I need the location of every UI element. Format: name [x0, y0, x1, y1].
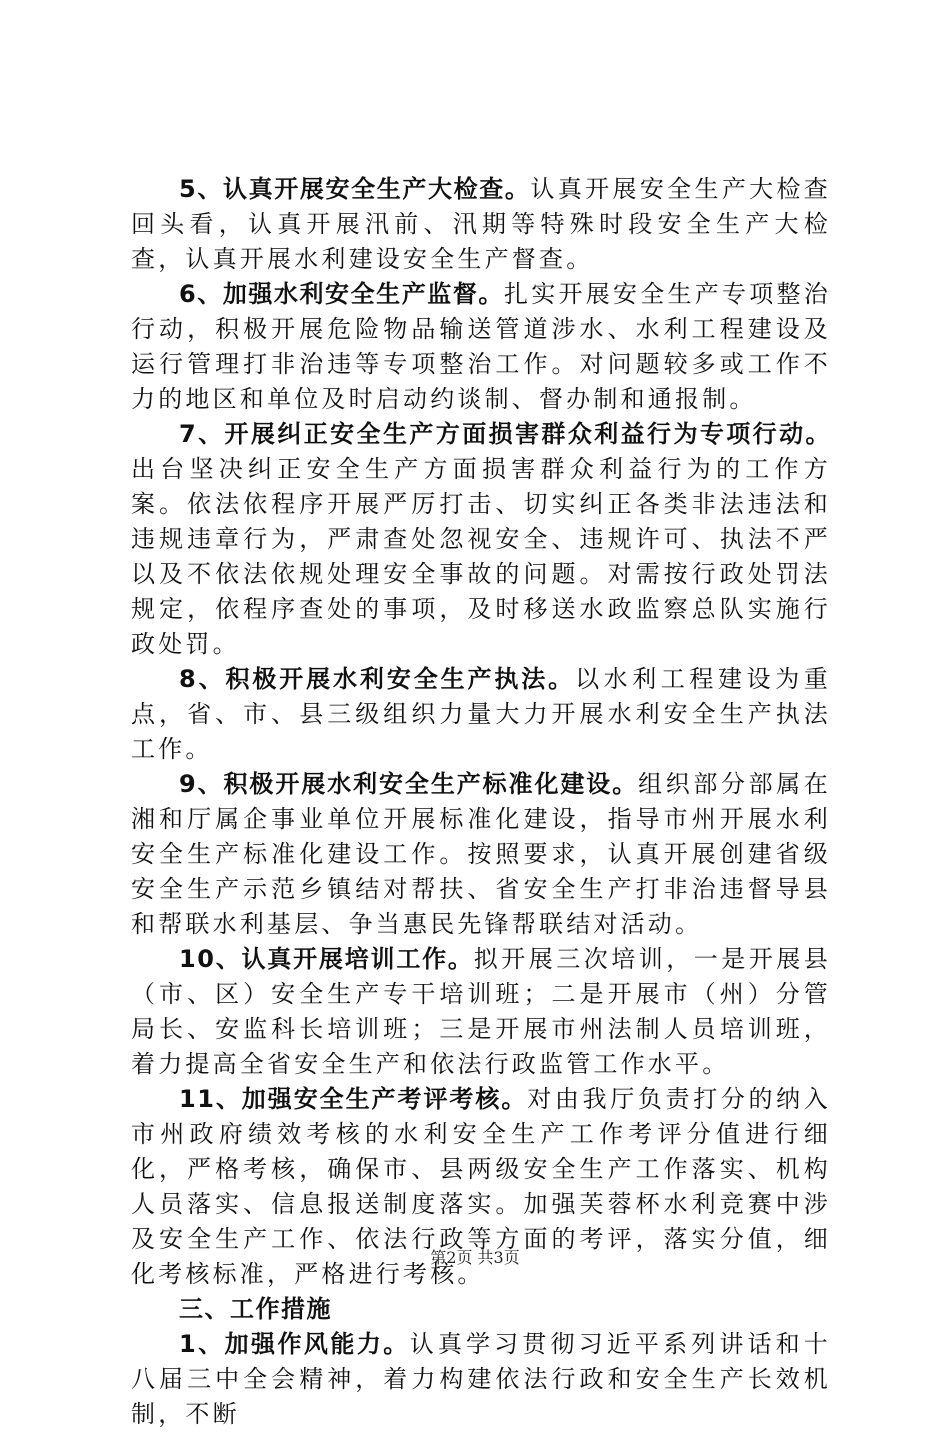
paragraph-body: 出台坚决纠正安全生产方面损害群众利益行为的工作方案。依法依程序开展严厉打击、切实纠正各类非法违法和违规违章行为，严肃查处忽视安全、违规许可、执法不严以及不依法依规处理安全事故的问题。对需按行政处罚法规定，依程序查处的事项，及时移送水政监察总队实施行政处罚。: [131, 455, 831, 658]
paragraph-lead: 7、开展纠正安全生产方面损害群众利益行为专项行动。: [179, 420, 831, 448]
paragraph-body: 对由我厅负责打分的纳入市州政府绩效考核的水利安全生产工作考评分值进行细化，严格考核，确保市、县两级安全生产工作落实、机构人员落实、信息报送制度落实。加强芙蓉杯水利竞赛中涉及安全生产工作、依法行政等方面的考评，落实分值，细化考核标准，严格进行考核。: [131, 1085, 831, 1288]
section-heading: 三、工作措施: [179, 1295, 332, 1323]
paragraph-item-5: [131, 172, 831, 277]
document-body: [131, 172, 831, 1432]
paragraph-body: 拟开展三次培训，一是开展县（市、区）安全生产专干培训班；二是开展市（州）分管局长、安监科长培训班；三是开展市州法制人员培训班，着力提高全省安全生产和依法行政监管工作水平。: [131, 945, 831, 1078]
paragraph-item-8: [131, 662, 831, 767]
paragraph-lead: 11、加强安全生产考评考核。: [179, 1085, 528, 1113]
paragraph-lead: 8、积极开展水利安全生产执法。: [179, 665, 576, 693]
paragraph-lead: 10、认真开展培训工作。: [179, 945, 474, 973]
paragraph-lead: 5、认真开展安全生产大检查。: [179, 175, 531, 203]
paragraph-measure-1: [131, 1327, 831, 1432]
paragraph-item-6: [131, 277, 831, 417]
paragraph-body: 认真学习贯彻习近平系列讲话和十八届三中全会精神，着力构建依法行政和安全生产长效机制，不断: [131, 1330, 832, 1428]
page-footer: 第2页 共3页: [430, 1248, 520, 1267]
paragraph-item-7: [131, 417, 831, 662]
paragraph-body: 认真开展安全生产大检查回头看，认真开展汛前、汛期等特殊时段安全生产大检查，认真开展水利建设安全生产督查。: [131, 175, 832, 273]
paragraph-item-9: [131, 767, 831, 942]
paragraph-item-10: [131, 942, 831, 1082]
paragraph-lead: 6、加强水利安全生产监督。: [179, 280, 504, 308]
paragraph-lead: 9、积极开展水利安全生产标准化建设。: [179, 770, 639, 798]
paragraph-lead: 1、加强作风能力。: [179, 1330, 410, 1358]
paragraph-body: 以水利工程建设为重点，省、市、县三级组织力量大力开展水利安全生产执法工作。: [131, 665, 831, 763]
paragraph-body: 扎实开展安全生产专项整治行动，积极开展危险物品输送管道涉水、水利工程建设及运行管理打非治违等专项整治工作。对问题较多或工作不力的地区和单位及时启动约谈制、督办制和通报制。: [131, 280, 831, 413]
paragraph-body: 组织部分部属在湘和厅属企事业单位开展标准化建设，指导市州开展水利安全生产标准化建设工作。按照要求，认真开展创建省级安全生产示范乡镇结对帮扶、省安全生产打非治违督导县和帮联水利基层、争当惠民先锋帮联结对活动。: [131, 770, 831, 938]
